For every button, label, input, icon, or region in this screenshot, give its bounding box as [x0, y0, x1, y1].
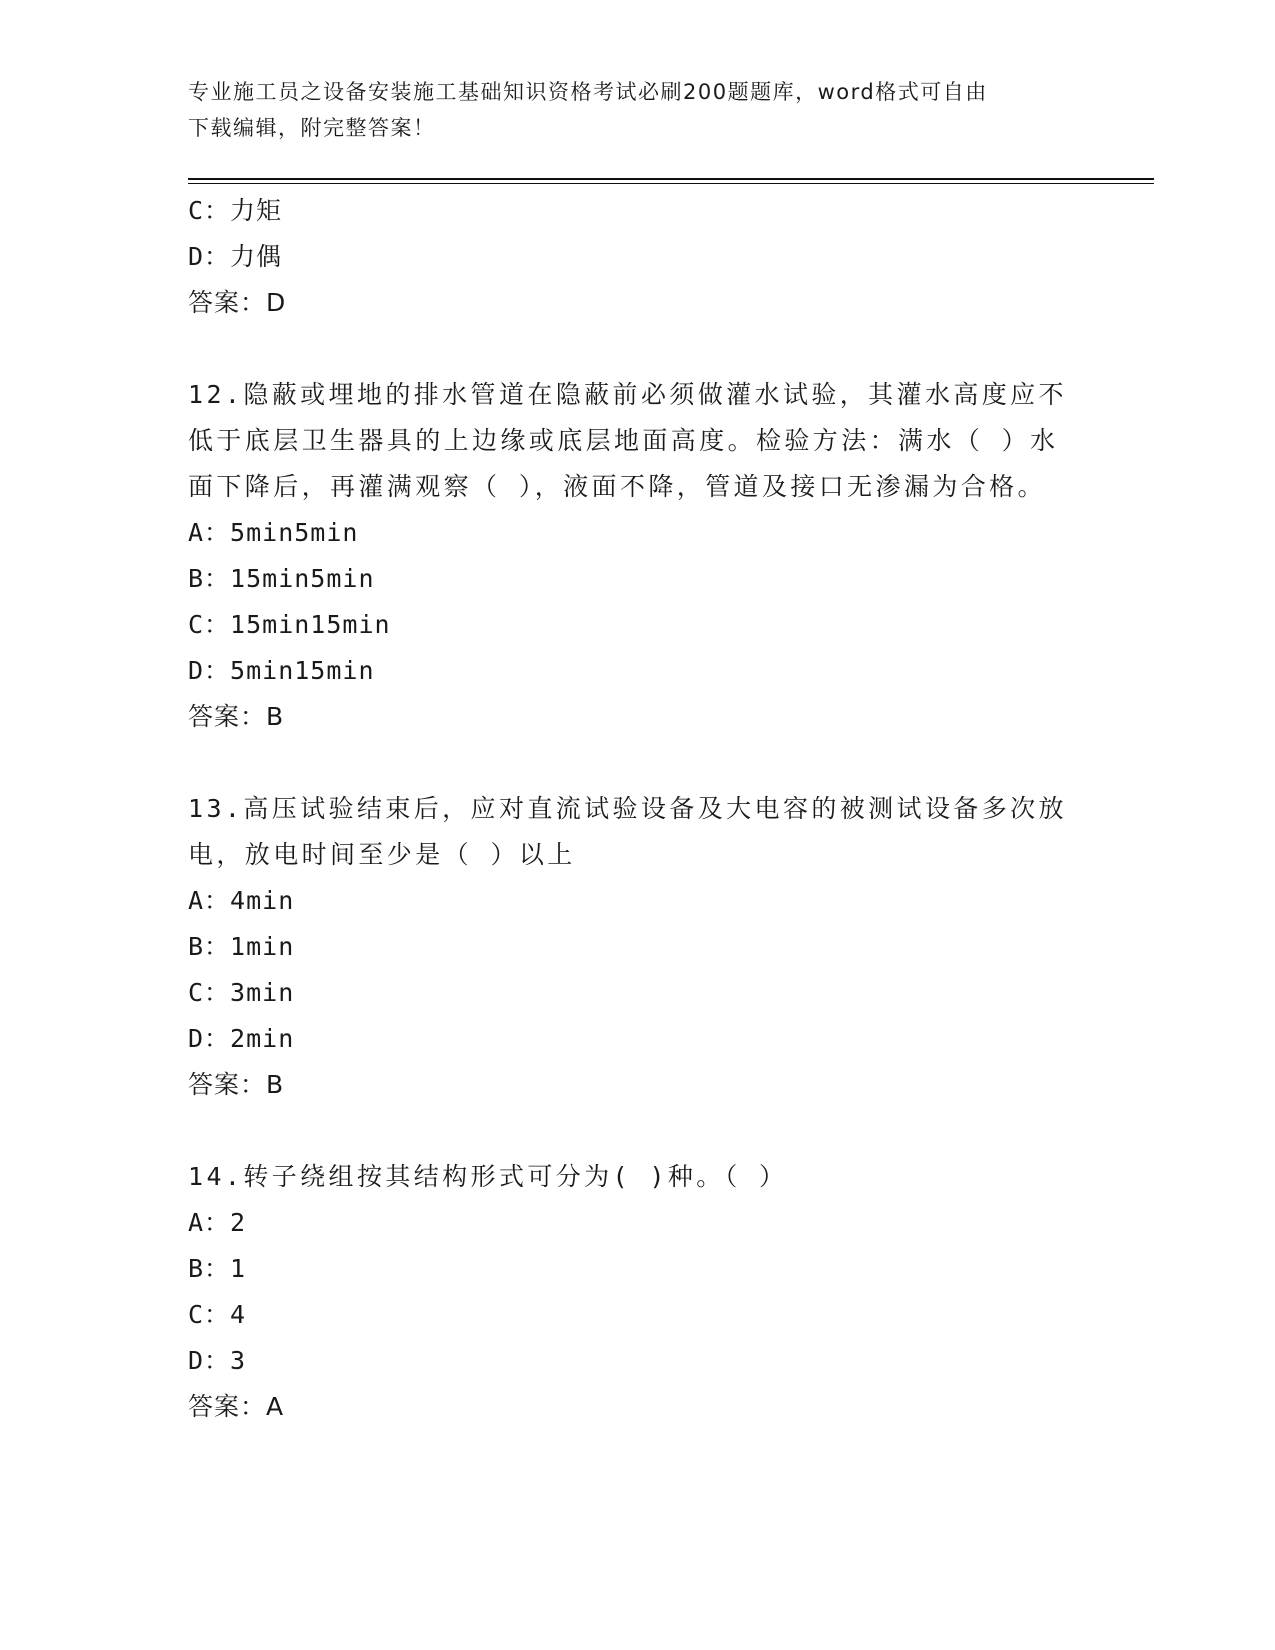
question-stem-line: 13.高压试验结束后，应对直流试验设备及大电容的被测试设备多次放	[188, 794, 1067, 823]
question-12	[188, 372, 1088, 740]
option-d: D：2min	[188, 1024, 295, 1053]
option-c: C：力矩	[188, 196, 283, 225]
continued-question	[188, 188, 1088, 326]
answer-line: 答案：B	[188, 1070, 285, 1099]
option-d: D：5min15min	[188, 656, 375, 685]
option-c: C：3min	[188, 978, 295, 1007]
question-stem-line: 低于底层卫生器具的上边缘或底层地面高度。检验方法：满水（ ）水	[188, 426, 1059, 455]
option-c: C：15min15min	[188, 610, 391, 639]
spacer	[188, 326, 1088, 372]
question-stem-line: 面下降后，再灌满观察（ ），液面不降，管道及接口无渗漏为合格。	[188, 472, 1046, 501]
question-stem-line: 14.转子绕组按其结构形式可分为( )种。（ ）	[188, 1162, 788, 1191]
header-divider	[188, 178, 1154, 180]
question-14	[188, 1154, 1088, 1430]
question-stem-line: 电，放电时间至少是（ ）以上	[188, 840, 576, 869]
spacer	[188, 740, 1088, 786]
question-stem-line: 12.隐蔽或埋地的排水管道在隐蔽前必须做灌水试验，其灌水高度应不	[188, 380, 1067, 409]
option-a: A：2	[188, 1208, 247, 1237]
question-13	[188, 786, 1088, 1108]
option-b: B：1min	[188, 932, 295, 961]
answer-line: 答案：A	[188, 1392, 285, 1421]
spacer	[188, 1108, 1088, 1154]
option-a: A：5min5min	[188, 518, 359, 547]
option-b: B：15min5min	[188, 564, 375, 593]
header-divider-thin	[188, 183, 1154, 184]
option-d: D：力偶	[188, 242, 283, 271]
question-list	[188, 188, 1088, 1430]
document-header	[188, 74, 1068, 146]
option-c: C：4	[188, 1300, 247, 1329]
option-a: A：4min	[188, 886, 295, 915]
header-title-line-1: 专业施工员之设备安装施工基础知识资格考试必刷200题题库，word格式可自由	[188, 80, 988, 104]
answer-line: 答案：D	[188, 288, 287, 317]
option-d: D：3	[188, 1346, 247, 1375]
header-title-line-2: 下载编辑，附完整答案！	[188, 116, 436, 140]
option-b: B：1	[188, 1254, 247, 1283]
answer-line: 答案：B	[188, 702, 285, 731]
